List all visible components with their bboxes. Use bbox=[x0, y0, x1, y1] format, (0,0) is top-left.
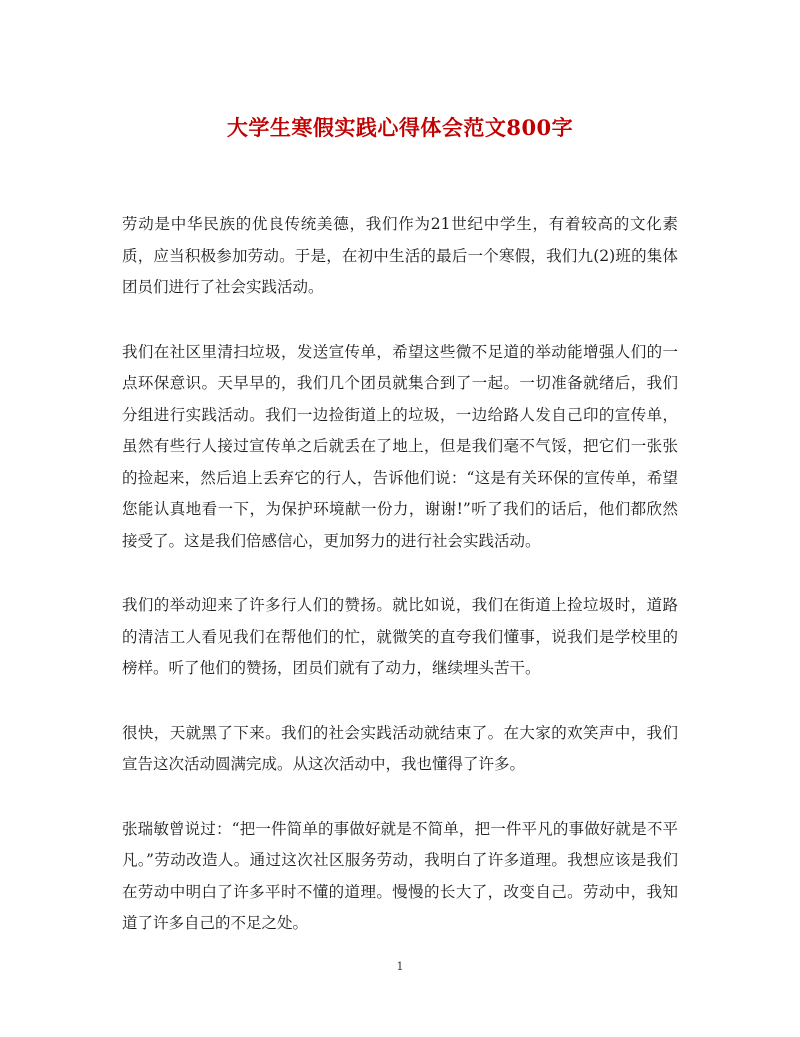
page-number: 1 bbox=[396, 960, 404, 973]
document-body bbox=[122, 209, 678, 973]
paragraph: 劳动是中华民族的优良传统美德，我们作为21世纪中学生，有着较高的文化素质，应当积极参加劳动。于是，在初中生活的最后一个寒假，我们九(2)班的集体团员们进行了社会实践活动。 bbox=[122, 215, 678, 296]
paragraph: 我们的举动迎来了许多行人们的赞扬。就比如说，我们在街道上捡垃圾时，道路的清洁工人看见我们在帮他们的忙，就微笑的直夸我们懂事，说我们是学校里的榜样。听了他们的赞扬，团员们就有了动力，继续埋头苦干。 bbox=[122, 596, 678, 677]
paragraph: 我们在社区里清扫垃圾，发送宣传单，希望这些微不足道的举动能增强人们的一点环保意识。天早早的，我们几个团员就集合到了一起。一切准备就绪后，我们分组进行实践活动。我们一边捡街道上的垃圾，一边给路人发自己印的宣传单，虽然有些行人接过宣传单之后就丢在了地上，但是我们毫不气馁，把它们一张张的捡起来，然后追上丢弃它的行人，告诉他们说：“这是有关环保的宣传单，希望您能认真地看一下，为保护环境献一份力，谢谢!”听了我们的话后，他们都欣然接受了。这是我们倍感信心，更加努力的进行社会实践活动。 bbox=[122, 342, 678, 550]
paragraph: 很快，天就黑了下来。我们的社会实践活动就结束了。在大家的欢笑声中，我们宣告这次活动圆满完成。从这次活动中，我也懂得了许多。 bbox=[122, 723, 678, 773]
paragraph: 张瑞敏曾说过：“把一件简单的事做好就是不简单，把一件平凡的事做好就是不平凡。”劳动改造人。通过这次社区服务劳动，我明白了许多道理。我想应该是我们在劳动中明白了许多平时不懂的道理。慢慢的长大了，改变自己。劳动中，我知道了许多自己的不足之处。 bbox=[122, 819, 678, 932]
document-title: 大学生寒假实践心得体会范文800字 bbox=[226, 115, 574, 140]
